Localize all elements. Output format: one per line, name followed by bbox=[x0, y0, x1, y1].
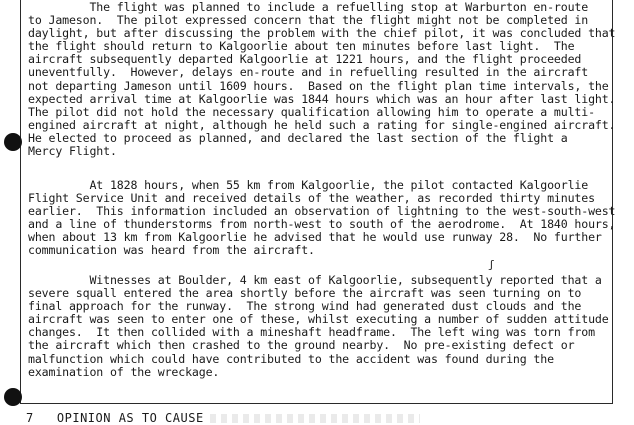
section-heading-opinion: 7 OPINION AS TO CAUSE bbox=[26, 411, 204, 425]
scan-smudge bbox=[210, 414, 420, 423]
binder-hole-top bbox=[4, 133, 22, 151]
handwritten-tick-mark: ʃ bbox=[488, 258, 495, 271]
binder-hole-bottom bbox=[4, 388, 22, 406]
paragraph-witnesses: Witnesses at Boulder, 4 km east of Kalgoorlie, subsequently reported that a severe squall entered the area shortly before the aircraft was seen turning on to final approach for the runway. The strong wind had generated dust clouds and the aircraft was seen to enter one of these, whilst executing a number of sudden attitude changes. It then collided with a mineshaft headframe. The left wing was torn from the aircraft which then crashed to the ground nearby. No pre-existing defect or malfunction which could have contributed to the accident was found during the examination of the wreckage. bbox=[28, 273, 609, 379]
paragraph-weather-contact: At 1828 hours, when 55 km from Kalgoorlie, the pilot contacted Kalgoorlie Flight Service Unit and received details of the weather, as recorded thirty minutes earlier. This information included an observation of lightning to the west-south-west and a line of thunderstorms from north-west to south of the aerodrome. At 1840 hours, when about 13 km from Kalgoorlie he advised that he would use runway 28. No further communication was heard from the aircraft. bbox=[28, 178, 616, 258]
paragraph-flight-plan: The flight was planned to include a refuelling stop at Warburton en-route to Jameson. The pilot expressed concern that the flight might not be completed in daylight, but after discussing the problem with the chief pilot, it was concluded that the flight should return to Kalgoorlie about ten minutes before last light. The aircraft subsequently departed Kalgoorlie at 1221 hours, and the flight proceeded uneventfully. However, delays en-route and in refuelling resulted in the aircraft not departing Jameson until 1609 hours. Based on the flight plan time intervals, the expected arrival time at Kalgoorlie was 1844 hours which was an hour after last light. The pilot did not hold the necessary qualification allowing him to operate a multi- engined aircraft at night, although he held such a rating for single-engined aircraft. He elected to proceed as planned, and declared the last section of the flight a Mercy Flight. bbox=[28, 0, 616, 159]
